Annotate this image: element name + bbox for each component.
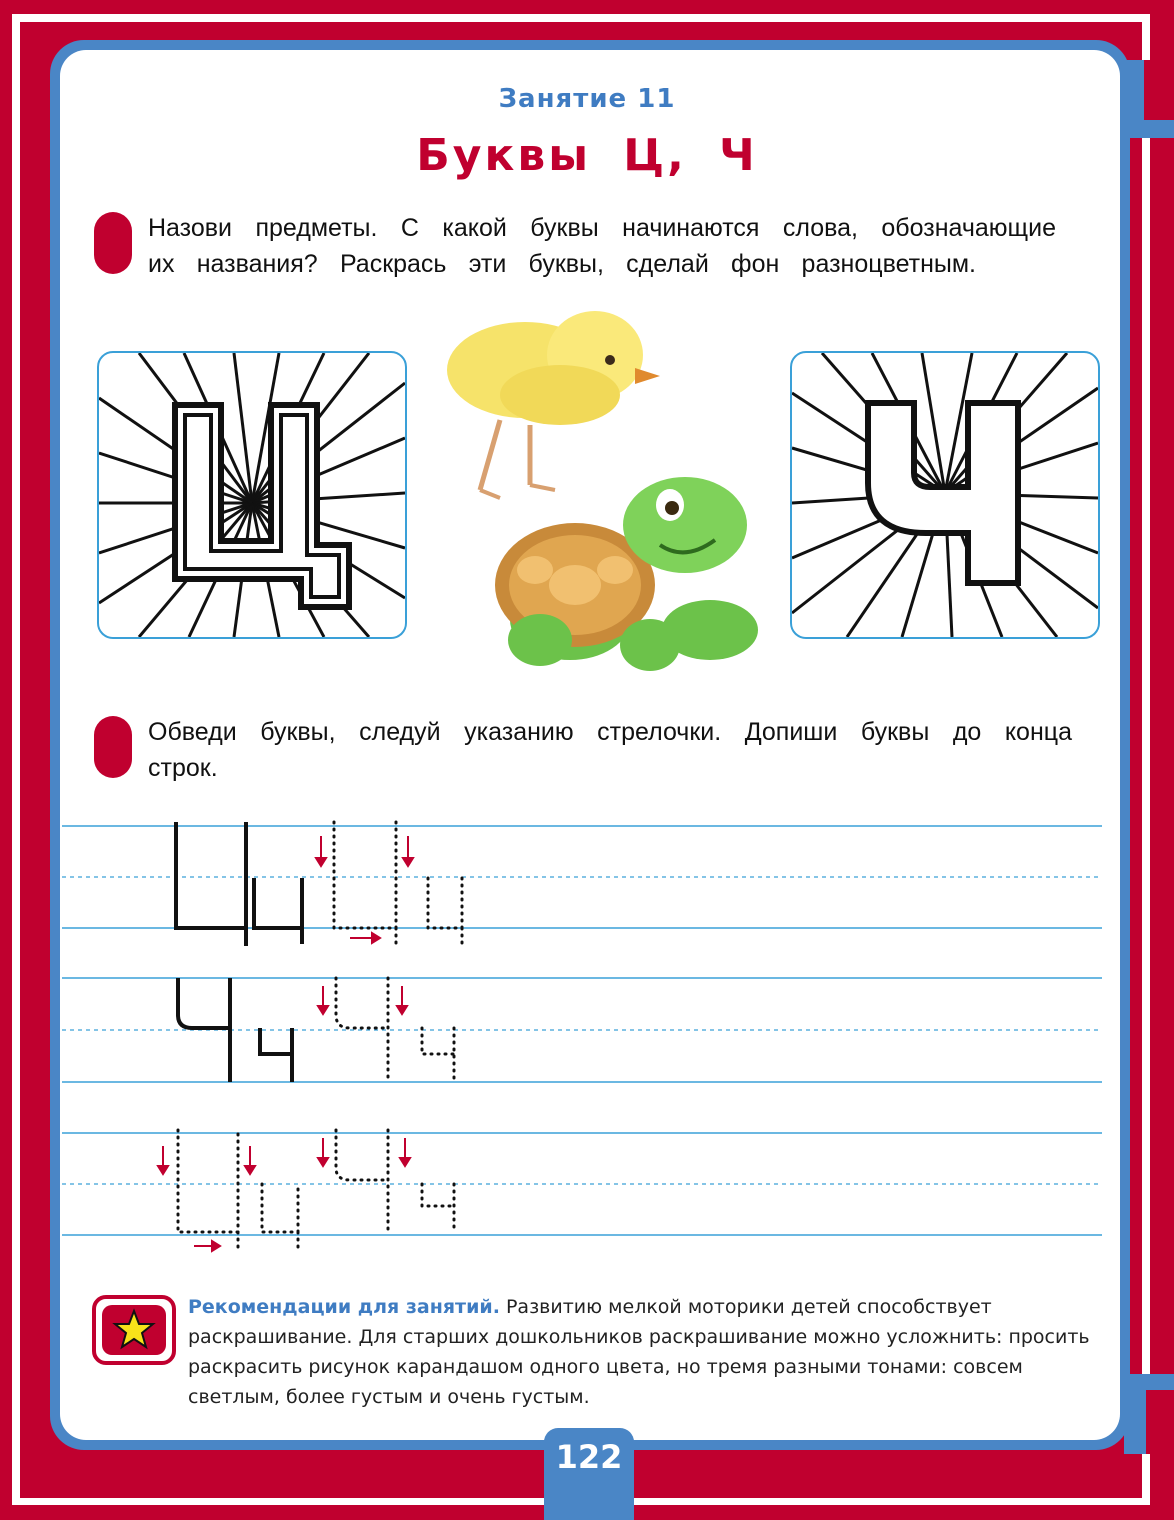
row2-letters [178,978,292,1082]
task-marker [94,212,132,274]
arrow-icon [316,836,413,943]
task2-line1: Обведи буквы, следуй указанию стрелочки. Допиши буквы до конца [148,718,1072,746]
star-icon [92,1295,176,1365]
recommendation-text [188,1292,1108,1412]
corner-tab-decoration [1146,1390,1174,1454]
row1-letters [176,822,302,946]
page-number: 122 [555,1438,623,1476]
task1-line2: их названия? Раскрась эти буквы, сделай фон разноцветным. [148,250,976,278]
page-title: Буквы Ц, Ч [416,130,758,181]
handwriting-practice-area[interactable] [62,800,1102,1260]
lesson-label: Занятие 11 [498,84,676,114]
recommendation-heading: Рекомендации для занятий. [188,1296,500,1318]
arrow-icon [318,986,407,1014]
letter-card-right[interactable] [790,351,1100,639]
arrow-icon [158,1138,410,1251]
recommendation-body: Развитию мелкой моторики детей способствует раскрашивание. Для старших дошкольников раскрашивание можно усложнить: просить раскрасить рисунок карандашом одного цвета, но тремя разными тонами: совсем светлым, более густым и очень густым. [188,1296,1090,1408]
sunburst-lines [792,353,1098,637]
task2-line2: строк. [148,754,218,782]
letter-card-left[interactable] [97,351,407,639]
sunburst-lines [99,353,405,637]
chick-and-turtle-illustration [420,300,770,690]
task1-line1: Назови предметы. С какой буквы начинаются слова, обозначающие [148,214,1056,242]
task-marker [94,716,132,778]
turtle-icon [495,477,758,671]
chick-icon [447,311,660,498]
letter-ch-outline [868,403,1018,583]
